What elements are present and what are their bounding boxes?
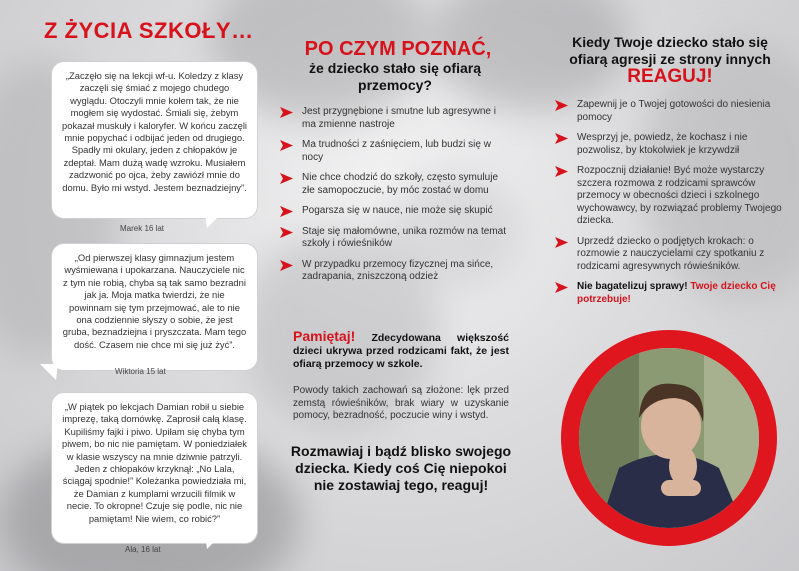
heading-red: REAGUJ! <box>627 66 713 87</box>
right-column <box>555 34 785 306</box>
story-text: „Od pierwszej klasy gimnazjum jestem wyśmiewana i upokarzana. Nauczyciele nic z tym nie robią, chyba są tak samo bezradni jak ja. Moja matka twierdzi, że nie powinnam się tym przejmować, ale to nie ona codziennie słyszy o sobie, że jest gruba, beznadziejna i pryszczata. Mam tego dość. Czasem nie chce mi się już żyć”. <box>62 252 247 350</box>
list-item: Zapewnij je o Twojej gotowości do niesienia pomocy <box>555 99 785 124</box>
reasons-text: Powody takich zachowań są złożone: lęk przed zemstą rówieśników, brak wiary w uzyskanie pomocy, bezradność, poczucie winy i wstyd. <box>293 385 509 421</box>
left-panel <box>0 0 265 571</box>
red-arrow-icon <box>555 133 568 144</box>
list-item: Nie chce chodzić do szkoły, często symuluje złe samopoczucie, by móc zostać w domu <box>280 172 510 197</box>
story-signature: Wiktoria 15 lat <box>115 367 166 376</box>
bubble-tail <box>205 533 225 551</box>
list-item: Staje się małomówne, unika rozmów na temat szkoły i rówieśników <box>280 226 510 251</box>
story-signature: Marek 16 lat <box>120 224 165 233</box>
final-red: Twoje dziecko Cię potrzebuje! <box>577 281 776 305</box>
story-text: „W piątek po lekcjach Damian robił u siebie imprezę, taką domówkę. Zaprosił całą klasę. Kupiliśmy fajki i piwo. Upiłam się chyba tym piwem, bo nic nie pamiętam. W poniedziałek w klasie wszyscy na mnie dziwnie patrzyli. Jeden z chłopaków krzyknął: „No Lala, ściągaj spodnie!” Koleżanka powiedziała mi, że Damian z kumplami wrzucili filmik w necie. To okropne! Czuje się podle, nic nie pamiętam! Nie wiem, co robić?” <box>62 401 247 524</box>
list-item: Rozpocznij działanie! Być może wystarczy szczera rozmowa z rodzicami sprawców przemocy w obecności dzieci i szkolnego wychowawcy, by rozwiązać problemy Twojego dziecka. <box>555 165 785 228</box>
red-arrow-icon <box>555 166 568 177</box>
red-arrow-icon <box>555 282 568 293</box>
section-title-left: Z ŻYCIA SZKOŁY… <box>44 18 254 43</box>
remember-text: Zdecydowana większość dzieci ukrywa przed rodzicami fakt, że jest ofiarą przemocy w szkole. <box>293 332 509 370</box>
story-bubble-1 <box>52 62 257 218</box>
red-arrow-icon <box>280 227 293 238</box>
red-arrow-icon <box>555 237 568 248</box>
story-signature: Ala, 16 lat <box>125 545 161 554</box>
bubble-tail <box>40 364 60 382</box>
list-item: Jest przygnębione i smutne lub agresywne i ma zmienne nastroje <box>280 106 510 131</box>
list-item <box>555 281 785 306</box>
red-arrow-icon <box>555 100 568 111</box>
red-arrow-icon <box>280 206 293 217</box>
actions-list <box>555 99 785 306</box>
red-arrow-icon <box>280 107 293 118</box>
story-text: „Zaczęło się na lekcji wf-u. Koledzy z klasy zaczęli się śmiać z mojego chudego wyglądu. Otoczyli mnie kołem tak, że nie mogłem się wydostać. Śmiali się, żebym pokazał muskuły i kaloryfer. W końcu zaczęli mnie popychać i odbijać jeden od drugiego. Spadły mi okulary, jeden z chłopaków je zdeptał. Mam dużą wadę wzroku. Musiałem zadzwonić po ojca, żeby zawiózł mnie do domu. Było mi wstyd. Jestem beznadziejny”. <box>62 70 247 193</box>
heading-right <box>555 34 785 85</box>
red-arrow-icon <box>280 140 293 151</box>
bubble-tail <box>205 212 225 230</box>
signs-list <box>280 106 510 284</box>
red-arrow-icon <box>280 260 293 271</box>
middle-column <box>280 38 510 284</box>
photo-circle <box>561 330 777 546</box>
story-bubble-2 <box>52 244 257 370</box>
list-item: W przypadku przemocy fizycznej ma sińce, zadrapania, zniszczoną odzież <box>280 259 510 284</box>
final-black: Nie bagatelizuj sprawy! <box>577 281 688 292</box>
list-item: Uprzedź dziecko o podjętych krokach: o rozmowie z nauczycielami czy spotkaniu z rodzicami agresywnych rówieśników. <box>555 236 785 274</box>
heading-black: że dziecko stało się ofiarą przemocy? <box>309 60 481 93</box>
child-photo <box>579 348 759 528</box>
closing-message: Rozmawiaj i bądź blisko swojego dziecka. Kiedy coś Cię niepokoi nie zostawiaj tego, reaguj! <box>290 443 512 493</box>
remember-note <box>293 330 509 371</box>
list-item: Ma trudności z zaśnięciem, lub budzi się w nocy <box>280 139 510 164</box>
story-bubble-3 <box>52 393 257 543</box>
heading-black: Kiedy Twoje dziecko stało się ofiarą agresji ze strony innych <box>569 34 771 67</box>
heading-red: PO CZYM POZNAĆ, <box>304 38 492 60</box>
red-arrow-icon <box>280 173 293 184</box>
remember-label: Pamiętaj! <box>293 328 356 344</box>
child-illustration <box>579 348 759 528</box>
list-item: Pogarsza się w nauce, nie może się skupić <box>280 205 510 218</box>
list-item: Wesprzyj je, powiedz, że kochasz i nie pozwolisz, by ktokolwiek je krzywdził <box>555 132 785 157</box>
